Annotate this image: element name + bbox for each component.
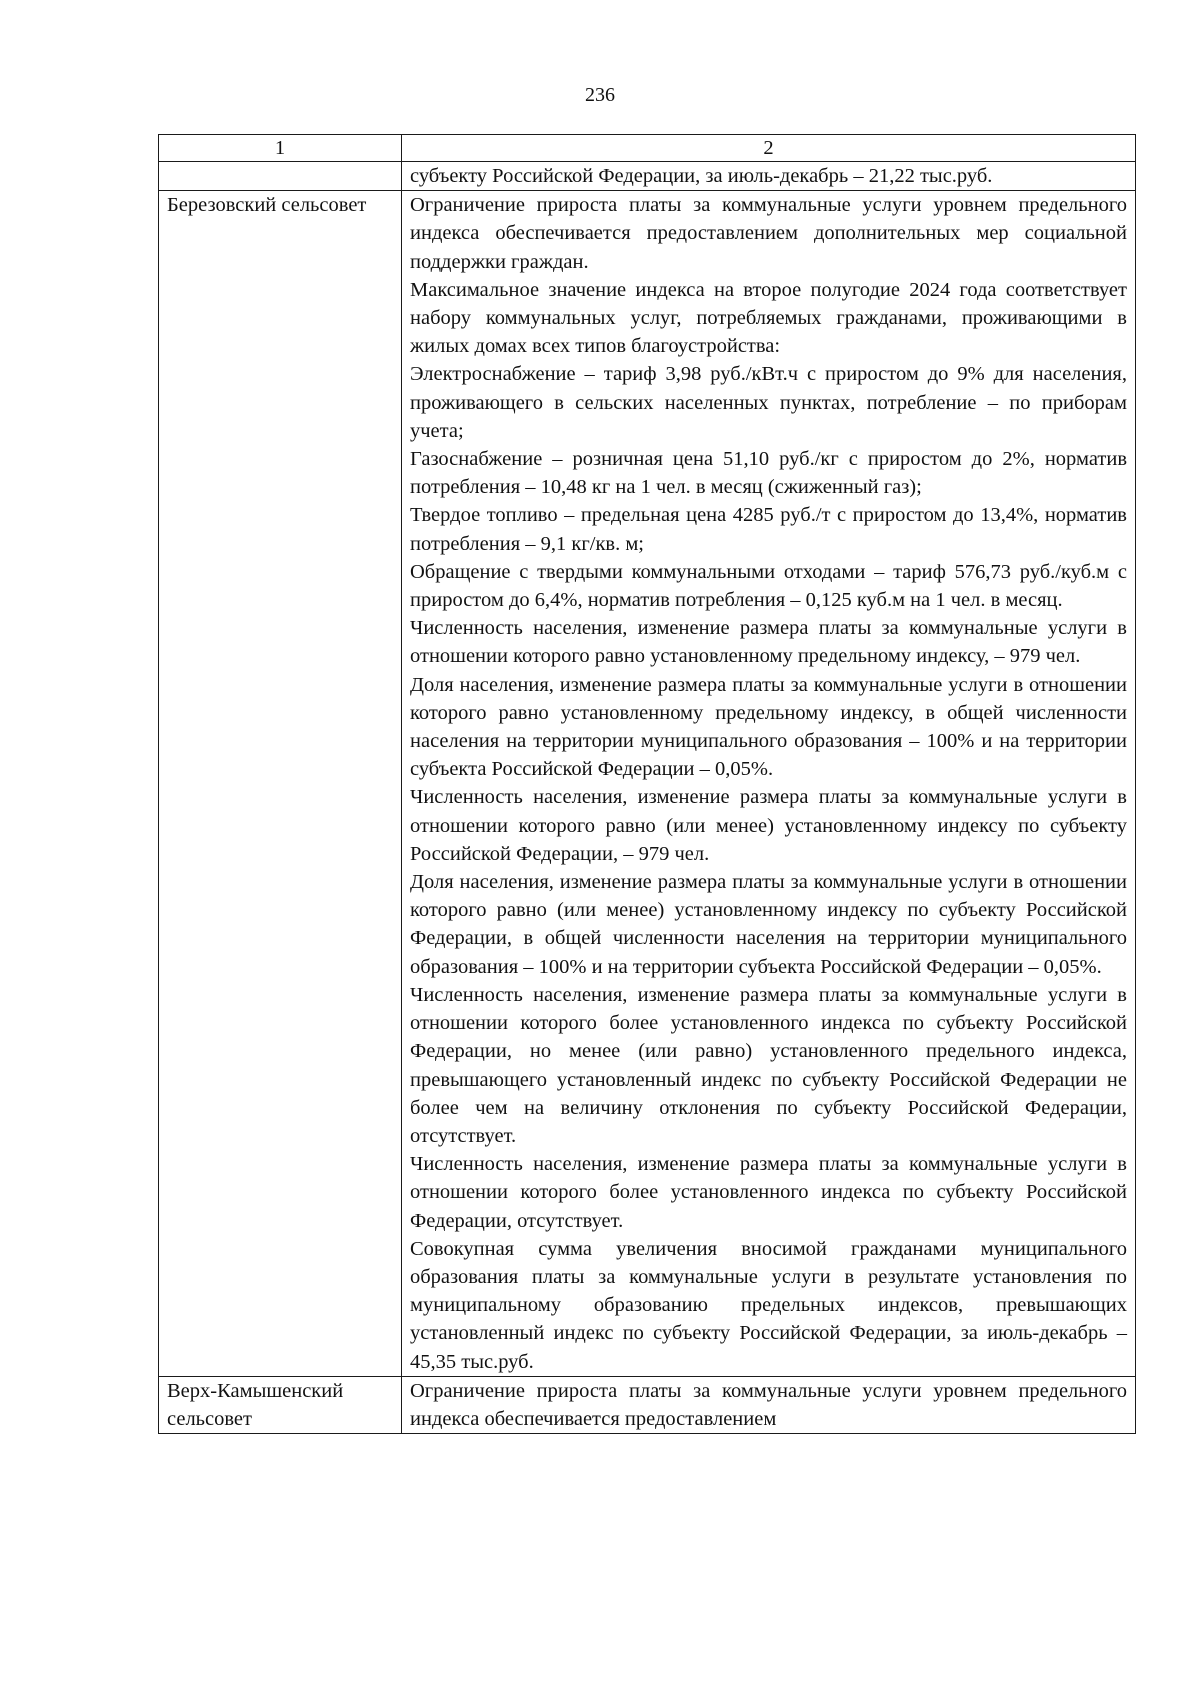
paragraph: Численность населения, изменение размера платы за коммунальные услуги в отношении которого равно (или менее) установленному индексу по субъекту Российской Федерации, – 979 чел. [410, 786, 1127, 865]
paragraph: Обращение с твердыми коммунальными отходами – тариф 576,73 руб./куб.м с приростом до 6,4%, норматив потребления – 0,125 куб.м на 1 чел. в месяц. [410, 560, 1127, 612]
paragraph: Газоснабжение – розничная цена 51,10 руб./кг с приростом до 2%, норматив потребления – 10,48 кг на 1 чел. в месяц (сжиженный газ); [410, 448, 1127, 499]
municipality-table [158, 134, 1136, 1434]
table-row [159, 162, 1136, 191]
description-cell [402, 1376, 1136, 1433]
paragraph: Электроснабжение – тариф 3,98 руб./кВт.ч с приростом до 9% для населения, проживающего в сельских населенных пунктах, потребление – по приборам учета; [410, 363, 1127, 442]
description-cell [402, 191, 1136, 1377]
table-row [159, 1376, 1136, 1433]
paragraph: Численность населения, изменение размера платы за коммунальные услуги в отношении которого более установленного индекса по субъекту Российской Федерации, но менее (или равно) установленного предельного индекса, превышающего установленный индекс по субъекту Российской Федерации не более чем на величину отклонения по субъекту Российской Федерации, отсутствует. [410, 983, 1127, 1147]
table-header-row [159, 135, 1136, 162]
page-number: 236 [585, 84, 615, 106]
table-row [159, 191, 1136, 1377]
paragraph: Численность населения, изменение размера платы за коммунальные услуги в отношении которого более установленного индекса по субъекту Российской Федерации, отсутствует. [410, 1153, 1127, 1232]
paragraph: Доля населения, изменение размера платы за коммунальные услуги в отношении которого равно установленному предельному индексу, в общей численности населения на территории муниципального образования – 100% и на территории субъекта Российской Федерации – 0,05%. [410, 673, 1127, 781]
municipality-cell: Верх-Камышенский сельсовет [159, 1376, 402, 1433]
paragraph: Твердое топливо – предельная цена 4285 руб./т с приростом до 13,4%, норматив потребления – 9,1 кг/кв. м; [410, 504, 1127, 555]
column-header-1: 1 [159, 135, 402, 162]
paragraph: Максимальное значение индекса на второе полугодие 2024 года соответствует набору коммунальных услуг, потребляемых гражданами, проживающими в жилых домах всех типов благоустройства: [410, 278, 1127, 358]
paragraph: Совокупная сумма увеличения вносимой гражданами муниципального образования платы за коммунальные услуги в результате установления по муниципальному образованию предельных индексов, превышающих установленный индекс по субъекту Российской Федерации, за июль-декабрь – 45,35 тыс.руб. [410, 1237, 1127, 1373]
paragraph: Численность населения, изменение размера платы за коммунальные услуги в отношении которого равно установленному предельному индексу, – 979 чел. [410, 617, 1127, 668]
paragraph: Доля населения, изменение размера платы за коммунальные услуги в отношении которого равно (или менее) установленному индексу по субъекту Российской Федерации, в общей численности населения на территории муниципального образования – 100% и на территории субъекта Российской Федерации – 0,05%. [410, 871, 1127, 978]
paragraph: субъекту Российской Федерации, за июль-декабрь – 21,22 тыс.руб. [410, 165, 993, 187]
paragraph: Ограничение прироста платы за коммунальные услуги уровнем предельного индекса обеспечивается предоставлением дополнительных мер социальной поддержки граждан. [410, 194, 1127, 273]
municipality-cell: Березовский сельсовет [159, 191, 402, 1377]
column-header-2: 2 [402, 135, 1136, 162]
description-cell [402, 162, 1136, 191]
municipality-cell [159, 162, 402, 191]
paragraph: Ограничение прироста платы за коммунальные услуги уровнем предельного индекса обеспечивается предоставлением [410, 1379, 1127, 1430]
